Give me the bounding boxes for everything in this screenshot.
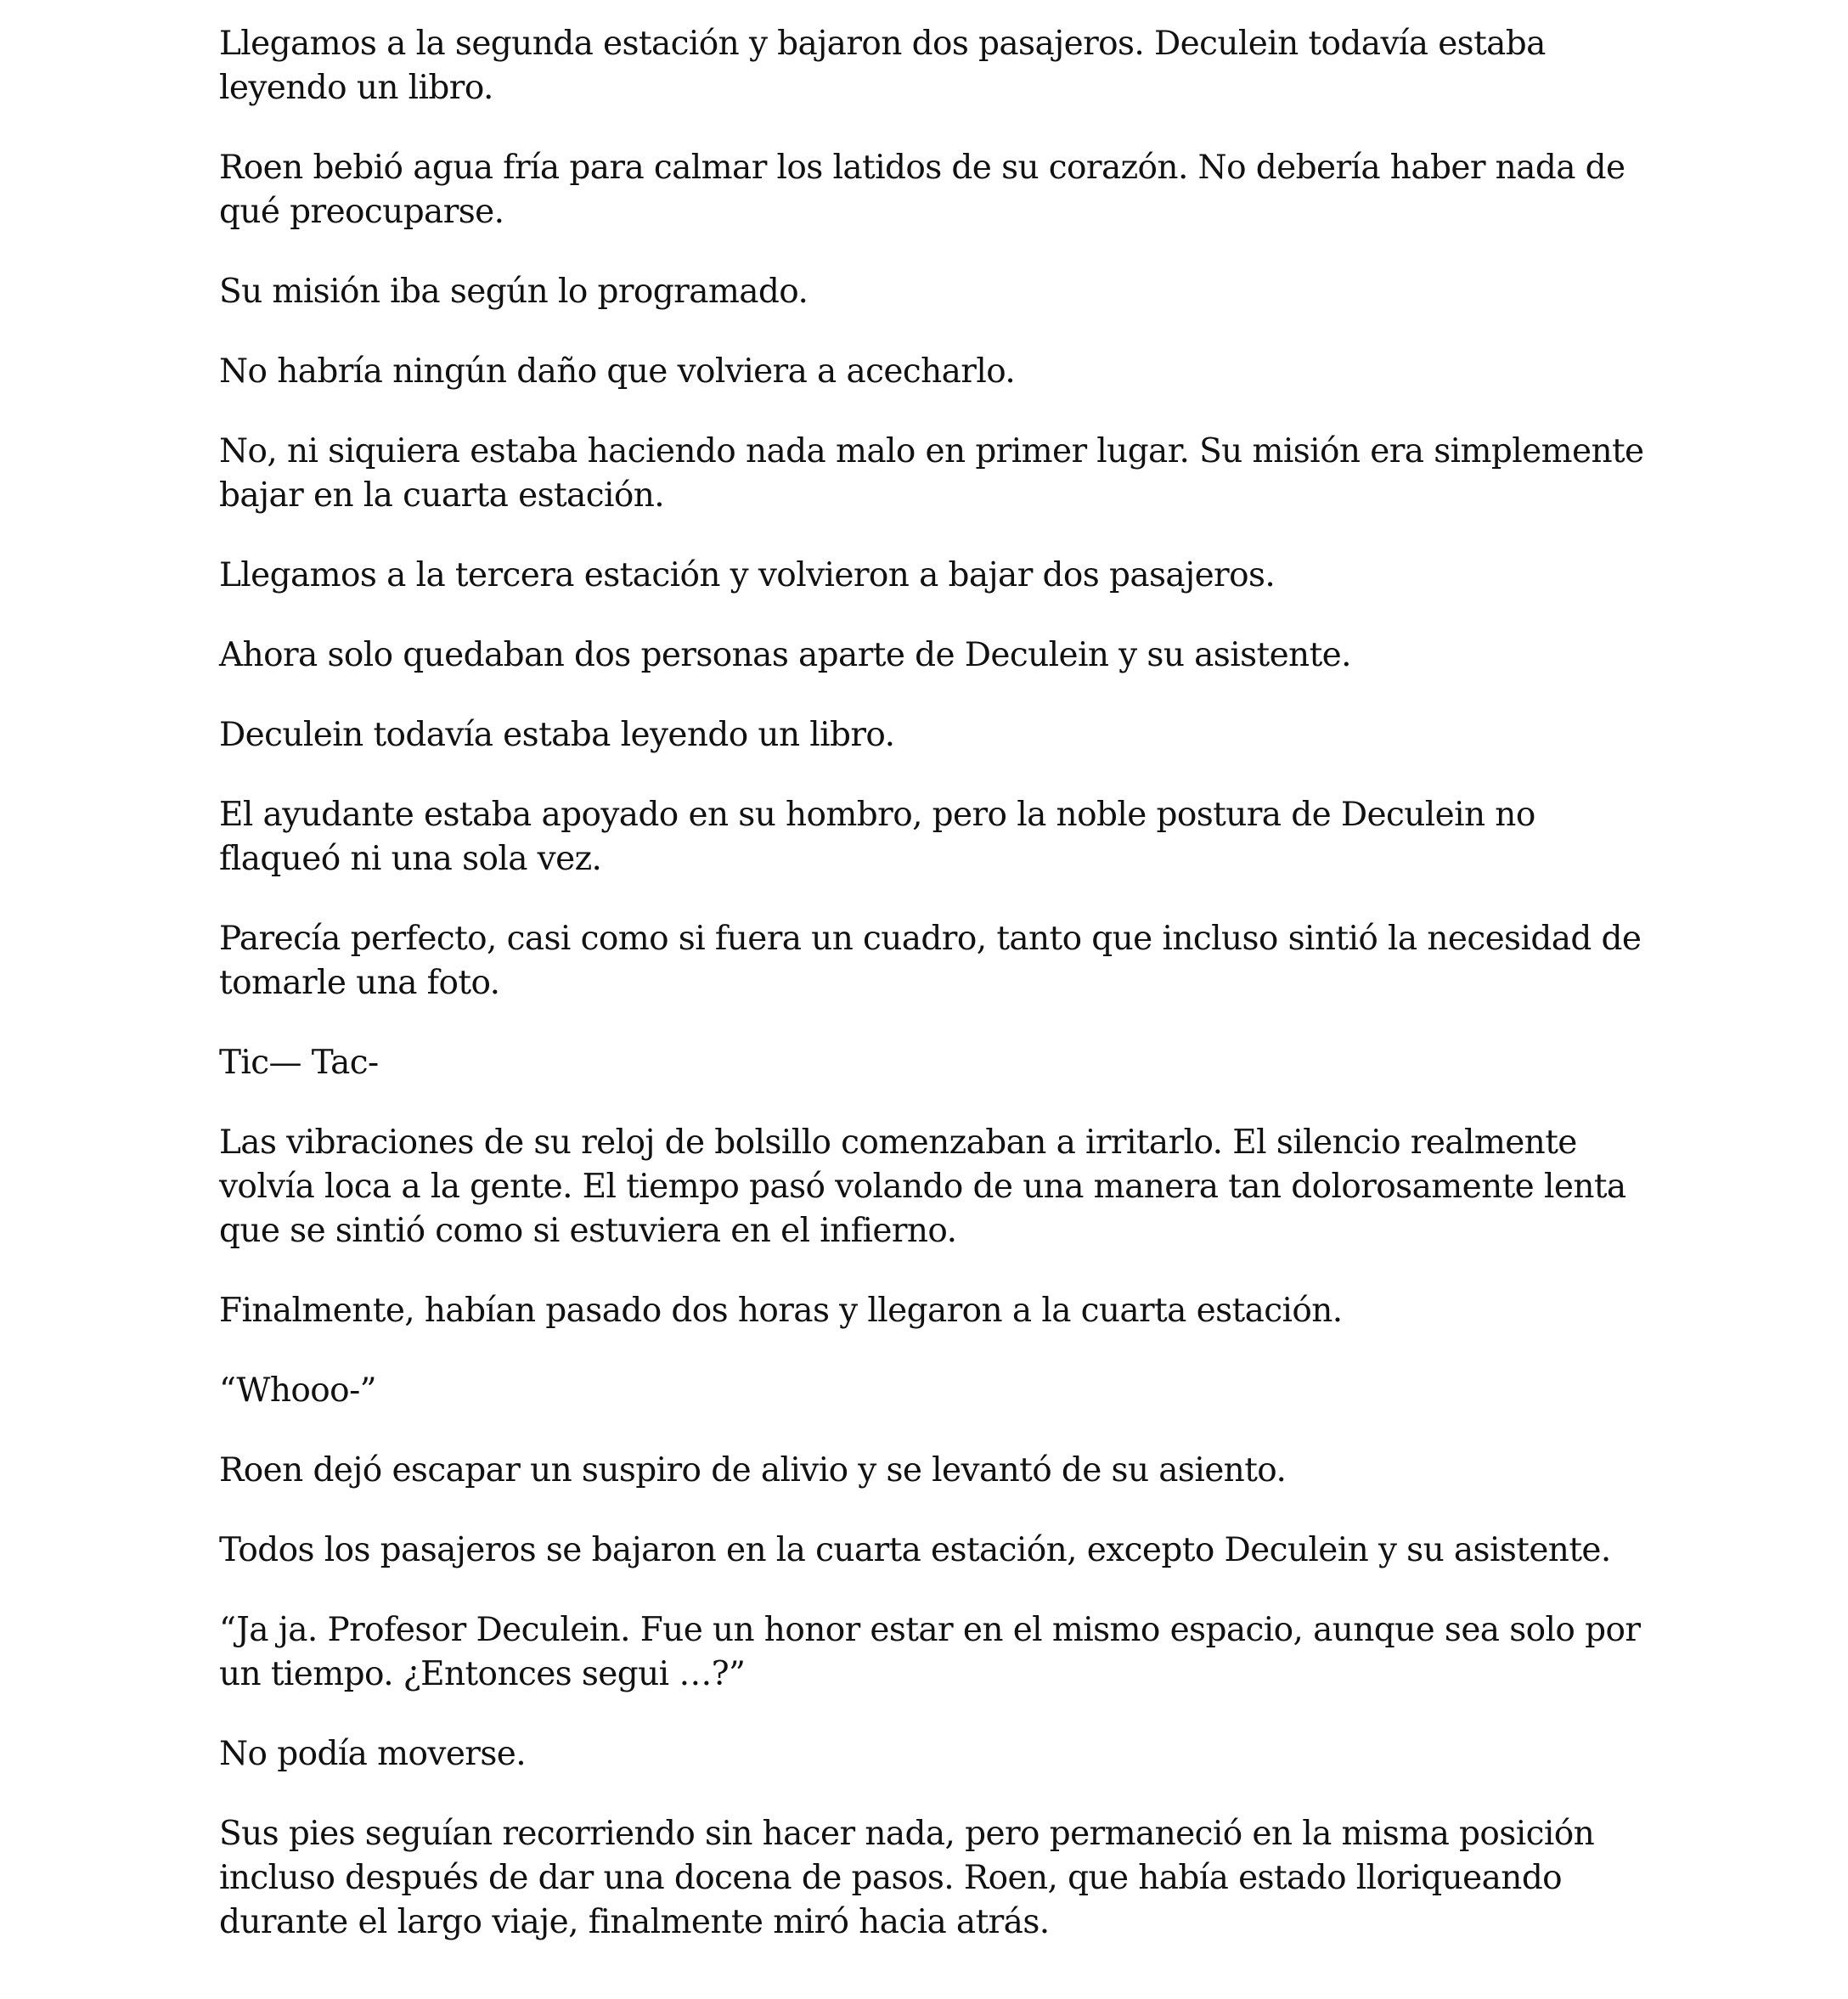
paragraph: Tic— Tac- — [219, 1044, 379, 1082]
paragraph: No habría ningún daño que volviera a acecharlo. — [219, 352, 1016, 391]
document-page — [219, 22, 1646, 1980]
paragraph: “Ja ja. Profesor Deculein. Fue un honor estar en el mismo espacio, aunque sea solo por un tiempo. ¿Entonces segui …?” — [219, 1611, 1641, 1693]
paragraph: No, ni siquiera estaba haciendo nada malo en primer lugar. Su misión era simplemente bajar en la cuarta estación. — [219, 432, 1644, 515]
paragraph: Las vibraciones de su reloj de bolsillo comenzaban a irritarlo. El silencio realmente volvía loca a la gente. El tiempo pasó volando de una manera tan dolorosamente lenta que se sintió como si estuviera en el infierno. — [219, 1123, 1626, 1250]
paragraph: Roen dejó escapar un suspiro de alivio y se levantó de su asiento. — [219, 1451, 1287, 1489]
paragraph: Sus pies seguían recorriendo sin hacer nada, pero permaneció en la misma posición incluso después de dar una docena de pasos. Roen, que había estado lloriqueando durante el largo viaje, finalmente miró hacia atrás. — [219, 1815, 1595, 1941]
paragraph: Finalmente, habían pasado dos horas y llegaron a la cuarta estación. — [219, 1292, 1343, 1330]
paragraph: Ahora solo quedaban dos personas aparte de Deculein y su asistente. — [219, 636, 1351, 674]
paragraph: Todos los pasajeros se bajaron en la cuarta estación, excepto Deculein y su asistente. — [219, 1531, 1611, 1569]
paragraph: Llegamos a la segunda estación y bajaron dos pasajeros. Deculein todavía estaba leyendo un libro. — [219, 25, 1546, 107]
paragraph: Llegamos a la tercera estación y volvieron a bajar dos pasajeros. — [219, 556, 1276, 594]
paragraph: Parecía perfecto, casi como si fuera un cuadro, tanto que incluso sintió la necesidad de tomarle una foto. — [219, 920, 1642, 1002]
paragraph: “Whooo-” — [219, 1371, 376, 1410]
paragraph: Su misión iba según lo programado. — [219, 273, 808, 311]
paragraph: No podía moverse. — [219, 1735, 527, 1773]
paragraph: El ayudante estaba apoyado en su hombro, pero la noble postura de Deculein no flaqueó ni una sola vez. — [219, 796, 1535, 878]
paragraph: Roen bebió agua fría para calmar los latidos de su corazón. No debería haber nada de qué preocuparse. — [219, 149, 1625, 231]
paragraph: Deculein todavía estaba leyendo un libro. — [219, 716, 895, 754]
